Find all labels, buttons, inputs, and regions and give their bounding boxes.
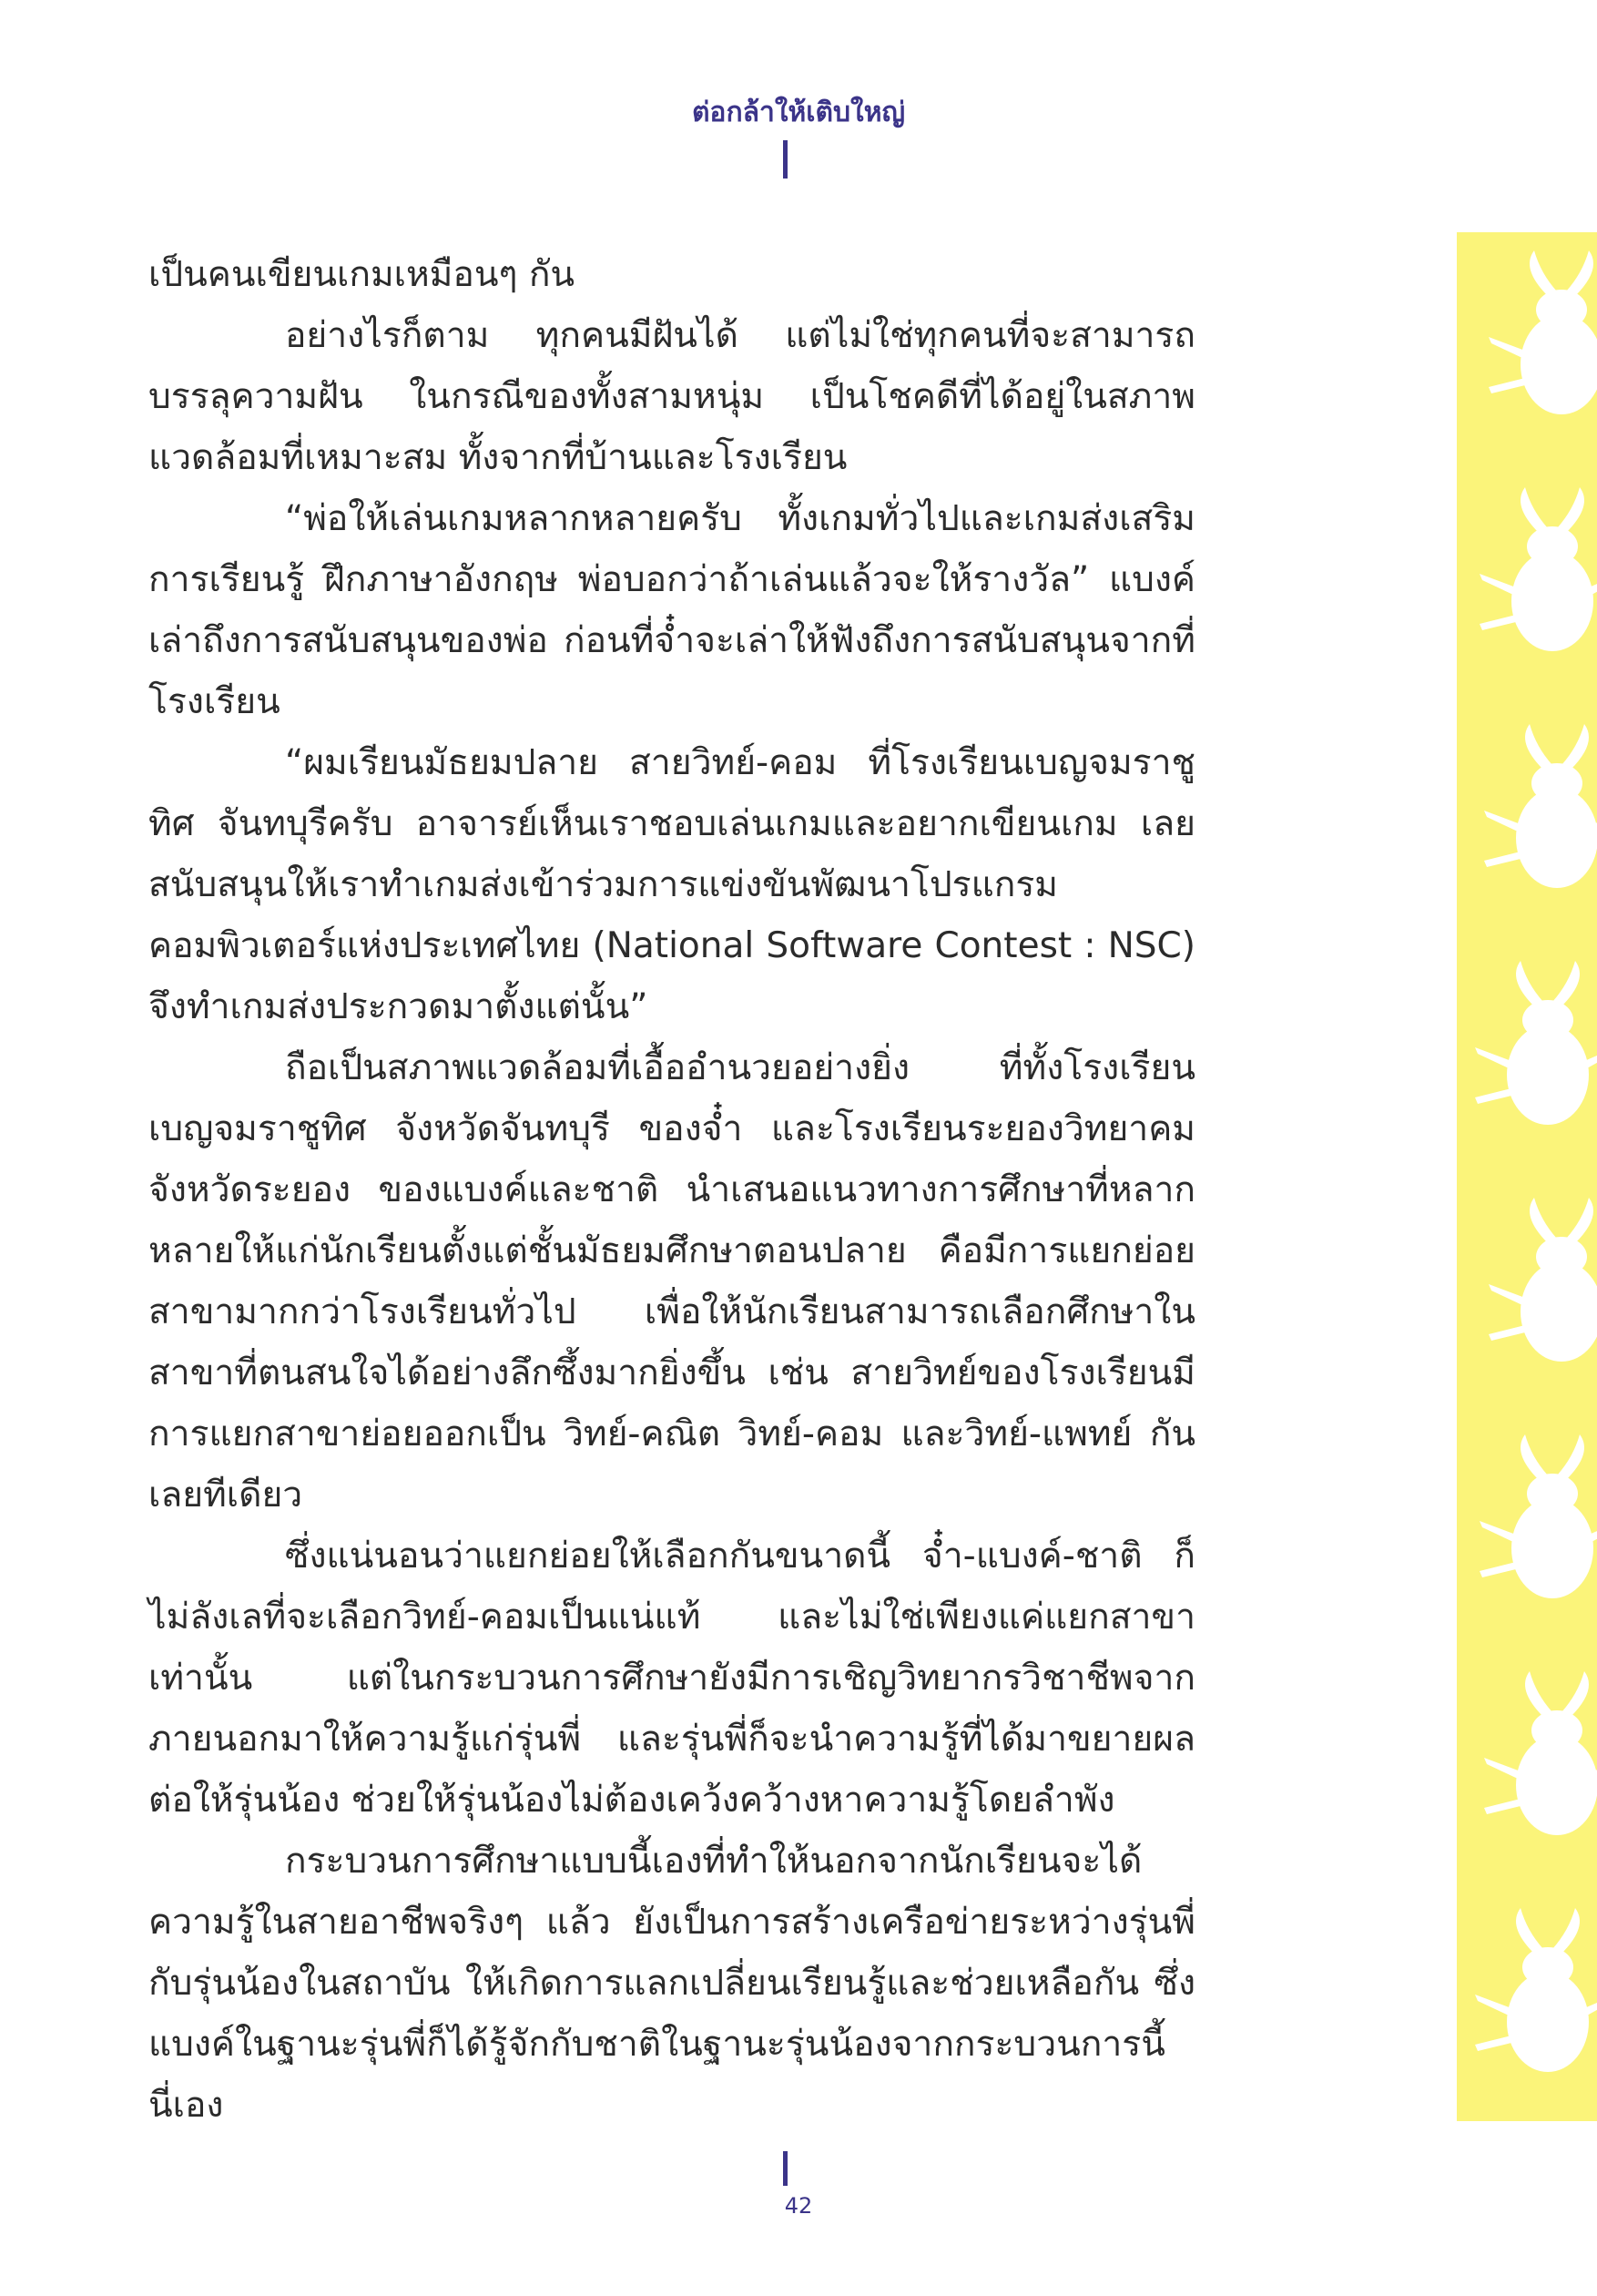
beetle-icon	[1475, 1434, 1597, 1617]
beetle-icon	[1470, 1908, 1597, 2090]
page-number: 42	[784, 2193, 813, 2219]
beetle-icon	[1480, 724, 1597, 906]
paragraph: “พ่อให้เล่นเกมหลากหลายครับ ทั้งเกมทั่วไปและเกมส่งเสริมการเรียนรู้ ฝึกภาษาอังกฤษ พ่อบอกว่าถ้าเล่นแล้วจะให้รางวัล” แบงค์เล่าถึงการสนับสนุนของพ่อ ก่อนที่จ๋ำจะเล่าให้ฟังถึงการสนับสนุนจากที่โรงเรียน	[148, 498, 1195, 722]
running-header: ต่อกล้าให้เติบใหญ่	[691, 97, 906, 128]
beetle-icon	[1484, 250, 1597, 433]
header-rule	[783, 140, 788, 179]
decorative-side-band	[1457, 232, 1597, 2121]
paragraph: “ผมเรียนมัธยมปลาย สายวิทย์-คอม ที่โรงเรียนเบญจมราชูทิศ จันทบุรีครับ อาจารย์เห็นเราชอบเล่นเกมและอยากเขียนเกม เลยสนับสนุนให้เราทำเกมส่งเข้าร่วมการแข่งขันพัฒนาโปรแกรมคอมพิวเตอร์แห่งประเทศไทย (National Software Contest : NSC) จึงทำเกมส่งประกวดมาตั้งแต่นั้น”	[148, 742, 1195, 1027]
beetle-icon	[1480, 1671, 1597, 1853]
beetle-icon	[1475, 487, 1597, 669]
paragraph: ถือเป็นสภาพแวดล้อมที่เอื้ออำนวยอย่างยิ่ง ที่ทั้งโรงเรียนเบญจมราชูทิศ จังหวัดจันทบุรี ของจ๋ำ และโรงเรียนระยองวิทยาคม จังหวัดระยอง ของแบงค์และชาติ นำเสนอแนวทางการศึกษาที่หลากหลายให้แก่นักเรียนตั้งแต่ชั้นมัธยมศึกษาตอนปลาย คือมีการแยกย่อยสาขามากกว่าโรงเรียนทั่วไป เพื่อให้นักเรียนสามารถเลือกศึกษาในสาขาที่ตนสนใจได้อย่างลึกซึ้งมากยิ่งขึ้น เช่น สายวิทย์ของโรงเรียนมีการแยกสาขาย่อยออกเป็น วิทย์-คณิต วิทย์-คอม และวิทย์-แพทย์ กันเลยทีเดียว	[148, 1047, 1195, 1515]
footer-rule	[783, 2151, 788, 2186]
paragraph: อย่างไรก็ตาม ทุกคนมีฝันได้ แต่ไม่ใช่ทุกคนที่จะสามารถบรรลุความฝัน ในกรณีของทั้งสามหนุ่ม เป็นโชคดีที่ได้อยู่ในสภาพแวดล้อมที่เหมาะสม ทั้งจากที่บ้านและโรงเรียน	[148, 315, 1195, 478]
beetle-icon	[1470, 961, 1597, 1143]
beetle-icon	[1484, 1198, 1597, 1380]
body-text	[148, 244, 1195, 2136]
paragraph: กระบวนการศึกษาแบบนี้เองที่ทำให้นอกจากนักเรียนจะได้ความรู้ในสายอาชีพจริงๆ แล้ว ยังเป็นการสร้างเครือข่ายระหว่างรุ่นพี่กับรุ่นน้องในสถาบัน ให้เกิดการแลกเปลี่ยนเรียนรู้และช่วยเหลือกัน ซึ่งแบงค์ในฐานะรุ่นพี่ก็ได้รู้จักกับชาติในฐานะรุ่นน้องจากกระบวนการนี้นี่เอง	[148, 1841, 1195, 2126]
paragraph: ซึ่งแน่นอนว่าแยกย่อยให้เลือกกันขนาดนี้ จ๋ำ-แบงค์-ชาติ ก็ไม่ลังเลที่จะเลือกวิทย์-คอมเป็นแน่แท้ และไม่ใช่เพียงแค่แยกสาขาเท่านั้น แต่ในกระบวนการศึกษายังมีการเชิญวิทยากรวิชาชีพจากภายนอกมาให้ความรู้แก่รุ่นพี่ และรุ่นพี่ก็จะนำความรู้ที่ได้มาขยายผลต่อให้รุ่นน้อง ช่วยให้รุ่นน้องไม่ต้องเคว้งคว้างหาความรู้โดยลำพัง	[148, 1536, 1195, 1821]
paragraph: เป็นคนเขียนเกมเหมือนๆ กัน	[148, 254, 575, 295]
